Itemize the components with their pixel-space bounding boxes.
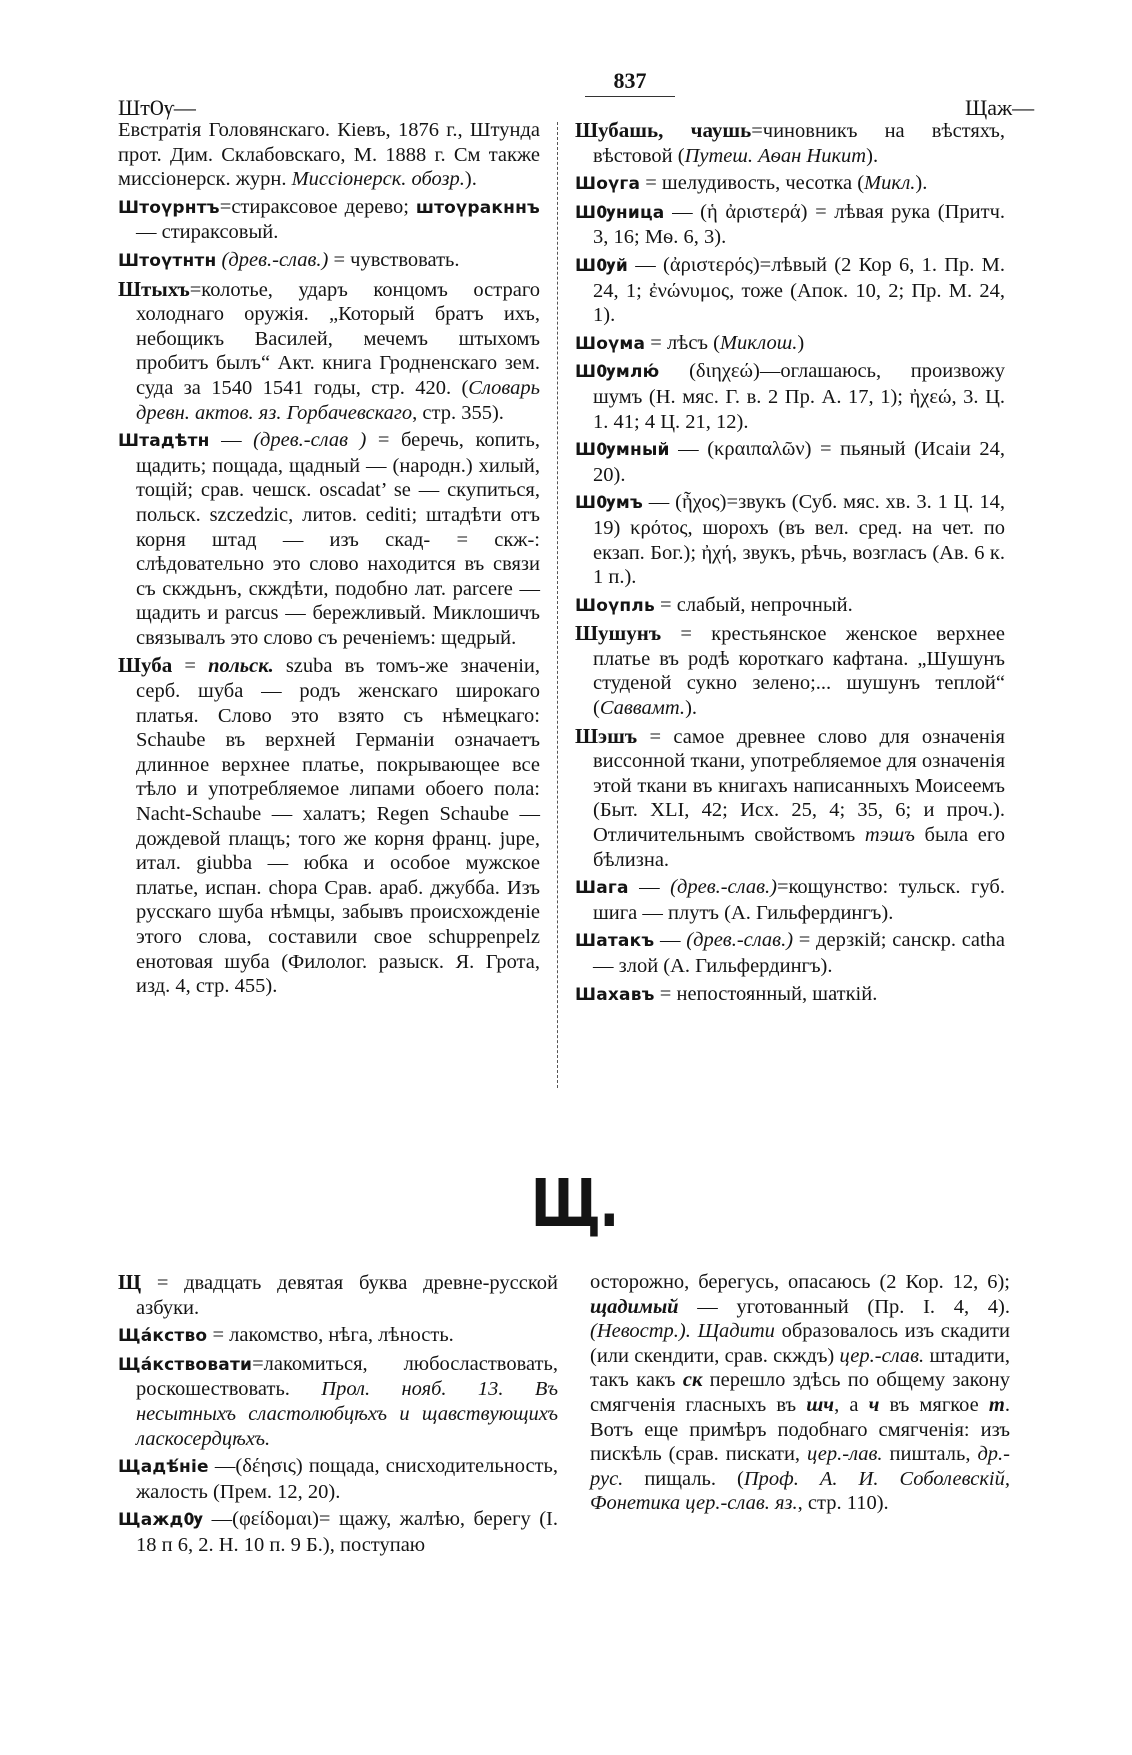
entry-shesh [575,724,1005,873]
entry-text: = лакомство, нѣга, лѣность. [207,1324,454,1347]
entry-shubash [575,118,1005,168]
entry-tail: ). [866,144,879,167]
bottom-left-column [118,1270,558,1561]
entry-shouga [575,171,1005,197]
entry-shaga [575,875,1005,925]
entry-text: —(δέησις) пощада, снисходительность, жалость (Прем. 12, 20). [136,1455,558,1503]
headword: Щáкствовати [118,1354,253,1375]
entry-bold: штоүракннъ [415,197,540,218]
entry-shumnyi [575,437,1005,487]
entry-text: —(φείδομαι)= щажу, жалѣю, берегу (І. 18 п 6, 2. Н. 10 п. 9 Б.), поступаю [136,1508,558,1556]
entry-tail: была его бѣлизна. [593,824,1006,871]
headword: Шэшъ [575,723,638,748]
page-number: 837 [613,68,647,93]
entry-text: осторожно, берегусь, опасаюсь (2 Кор. 12, 6); [590,1271,1010,1293]
headword: Штыхъ [118,276,190,301]
headword: Шахавъ [575,984,655,1005]
entry-shchakstvovati [118,1352,558,1451]
entry-shchadenie [118,1454,558,1504]
entry-shcha-letter [118,1270,558,1320]
running-head-left: ШтѸ— [118,95,196,120]
entry-italic: (древ.-слав.) [670,876,777,899]
entry-shuica [575,200,1005,250]
column-divider [557,122,564,1088]
top-right-column [575,118,1005,1010]
entry-tail: = беречь, копить, щадить; пощада, щадный — (народн.) хилый, тощій; срав. чешск. oscadat’ se — скупиться, польск. szczedzic, литов. cediti; штадѣти отъ корня штад — изъ скад- = скж-: слѣдовательно это слово находится въ связи съ скждьнъ, скждѣти, подобно лат. parcere — щадить и parcus — бережливый. Миклошичъ связывалъ это слово съ реченіемъ: щедрый. [136,429,540,649]
entry-text: перешло здѣсь по общему закону смягченія гласныхъ въ [590,1369,1010,1416]
entry-tail: — стираксовый. [136,221,279,244]
entry-text: =чиновникъ на вѣстяхъ, вѣстовой ( [593,120,1005,167]
entry-shtykh [118,277,540,426]
entry-shumlyu [575,359,1005,434]
entry-tail: 13. Въ несытныхъ сластолюбцѣхъ и щавствующихъ ласкосердцѣхъ. [136,1378,558,1450]
entry-italic: щадимый [590,1295,679,1318]
entry-italic: польск. [208,655,274,678]
entry-tail: szuba въ томъ-же значеніи, серб. шуба — родъ женскаго широкаго платья. Слово это взято съ нѣмецкаго: Schaube въ верхней Германіи означаетъ длинное верхнее платье, покрывающее все тѣло и употребляемое липами обоего пола: Nacht-Schaube — халатъ; Regen Schaube — дождевой плащъ; того же корня франц. jupe, итал. giubba — юбка и особое мужское платье, испан. chopa Срав. араб. джубба. Изъ русскаго шуба нѣмцы, забывъ происхожденіе этого слова, составили свое schuppenpelz енотовая шуба (Филолог. разыск. Я. Грота, изд. 4, стр. 455). [136,655,541,998]
entry-text: штадити, такъ какъ [590,1344,1010,1392]
headword: Шага [575,878,629,899]
entry-italic: ч [868,1393,880,1416]
entry-continuation [118,118,540,192]
entry-italic: Прол. нояб. [321,1378,447,1401]
entry-text: — (ἦχος)=звукъ (Суб. мяс. хв. 3. 1 Ц. 14, 19) κρότος, шорохъ (въ вел. сред. на чет. по екзап. Бог.); ἠχή, звукъ, рѣчь, возгласъ (Ав. 6 к. 1 п.). [593,491,1005,589]
headword: Шоүга [575,174,641,195]
entry-shtouritn [118,195,540,245]
entry-text: въ мягкое [879,1393,989,1416]
entry-italic: шч [806,1393,835,1416]
headword: Шоүма [575,333,646,354]
headword: Штоүрнтъ [118,197,220,218]
entry-italic: (древ.-слав.) [686,929,794,952]
headword: Шатакъ [575,931,655,952]
entry-shtoutiti [118,248,540,274]
entry-tail: ). [915,172,928,195]
entry-text: = шелудивость, чесотка ( [640,172,865,195]
bottom-right-column [590,1270,1010,1519]
entry-shtadeti [118,428,540,650]
headword: Шубашь, чаушь [575,118,752,142]
entry-shuba [118,653,540,998]
entry-text: = [172,655,209,678]
headword: ШѸмъ [575,493,643,514]
entry-text: пищаль. ( [623,1467,744,1490]
entry-italic: цер.-слав. [839,1344,925,1367]
entry-text: = двадцать девятая буква древне-русской азбуки. [136,1272,558,1319]
entry-shchakstvo [118,1323,558,1349]
entry-text: пишталь, [882,1443,978,1466]
entry-text: = лѣсъ ( [645,331,720,354]
entry-italic: (Невостр.). Щадити [590,1320,775,1343]
entry-italic: Микл. [864,172,916,195]
entry-tail: ) [797,331,805,354]
entry-text: =колотье, ударъ концомъ остраго холоднаго оружія. „Который братъ ихъ, небощикъ Василей, мечемъ штыхомъ пробитъ былъ“ Акт. книга Гродненскаго зем. суда за 1540 1541 годы, стр. 420. ( [136,278,540,399]
entry-text: — [209,429,254,452]
entry-italic: цер.-лав. [807,1443,883,1466]
headword: Шушунъ [575,621,662,646]
headword: Щадѣ́ніе [118,1457,209,1478]
entry-shakhav [575,982,1005,1008]
entry-italic: Словарь древн. актов. яз. Горбачевскаго [136,376,540,424]
entry-tail: =кощунство: тульск. губ. шига — плутъ (А. Гильфердингъ). [593,876,1005,924]
entry-italic: Миссіонерск. обозр. [291,168,465,191]
entry-text: — [628,876,671,899]
entry-italic: Путеш. Аѳан Никит [684,144,867,167]
entry-text: — (ἀριστερός)=лѣвый (2 Кор 6, 1. Пр. М. 24, 1; ἐνώνυμος, тоже (Апок. 10, 2; Пр. М. 24, 1). [593,253,1005,327]
entry-tail: ). [685,697,698,720]
page-number-rule [585,96,675,97]
entry-italic: тэшъ [864,824,915,847]
entry-text: = слабый, непрочный. [654,593,853,616]
entry-text: = крестьянское женское верхнее платье въ родѣ короткаго кафтана. „Шушунъ студеной сукно зелено;... шушунъ теплой“ ( [593,623,1005,720]
entry-shatak [575,928,1005,978]
entry-italic: (древ.-слав.) [221,248,329,271]
headword: Щ [118,1270,142,1294]
entry-italic: ск [682,1369,703,1392]
entry-italic: (древ.-слав ) [253,429,367,452]
headword: Щáкство [118,1326,208,1347]
entry-shui [575,253,1005,328]
entry-text: . Вотъ еще примѣръ подобнаго смягченія: изъ пискѣль (срав. пискати, [590,1393,1010,1466]
entry-shouma [575,331,1005,357]
running-head-right: Щаж— [965,95,1035,120]
entry-text: образовалось изъ скадити (или скендити, срав. скждъ) [590,1320,1010,1367]
entry-text: — (κραιπαλῶν) = пьяный (Исаіи 24, 20). [593,438,1005,486]
headword: Штоүтнтн [118,250,217,271]
entry-shoupl [575,593,1005,619]
headword: Штадѣтн [118,431,210,452]
headword: ШѸмный [575,440,670,461]
entry-shum [575,490,1005,589]
entry-italic: др.-рус. [590,1443,1011,1490]
entry-text: =лакомиться, любосластвовать, роскошествовать. [136,1352,558,1401]
section-letter-shcha: Щ. [530,1165,618,1242]
entry-text: — уготованный (Пр. І. 4, 4). [678,1295,1010,1318]
entry-text: , а [834,1393,869,1416]
entry-text: — [654,929,687,952]
entry-text: = самое древнее слово для означенія виссонной ткани, употребляемое для означенія этой ткани въ книгахъ написанныхъ Моисеемъ (Быт. XLI, 42; Исх. 25, 4; 35, 6; и проч.). Отличительнымъ свойствомъ [593,725,1005,847]
entry-tail: = дерзкій; санскр. catha — злой (А. Гильфердингъ). [593,929,1006,977]
entry-italic: Саввамт. [599,697,686,720]
entry-text: Евстратія Головянскаго. Кіевъ, 1876 г., Штунда прот. Дим. Склабовскаго, М. 1888 г. См также миссіонерск. журн. [118,119,540,191]
entry-tail: , стр. 355). [412,401,504,424]
headword: ШѸница [575,202,665,223]
headword: ШѸмлю́ [575,362,660,383]
entry-text: = непостоянный, шаткій. [654,982,878,1005]
entry-tail: ). [464,168,477,191]
top-left-column [118,118,540,1002]
entry-continuation [590,1270,1010,1516]
entry-text: — (ἡ ἀριστερά) = лѣвая рука (Притч. 3, 16; Мѳ. 6, 3). [593,200,1005,249]
entry-tail: = чувствовать. [328,248,460,271]
entry-shchazhdu [118,1507,558,1557]
headword: ЩаждѸ [118,1510,204,1531]
headword: ШѸй [575,255,629,276]
entry-italic: т [988,1393,1005,1416]
entry-text: =стираксовое дерево; [219,195,416,218]
headword: Шоүпль [575,595,655,616]
entry-italic: Миклош. [719,331,798,354]
headword: Шуба [118,653,173,678]
entry-italic: Проф. А. И. Соболевскій, Фонетика цер.-слав. яз. [590,1467,1010,1515]
entry-shushun [575,621,1005,720]
entry-text: , стр. 110). [797,1492,889,1515]
entry-text: (διηχεώ)—оглашаюсь, произвожу шумъ (Н. мяс. Г. в. 2 Пр. А. 17, 1); ἠχεώ, 3. Ц. 1. 41; 4 Ц. 21, 12). [593,360,1005,433]
